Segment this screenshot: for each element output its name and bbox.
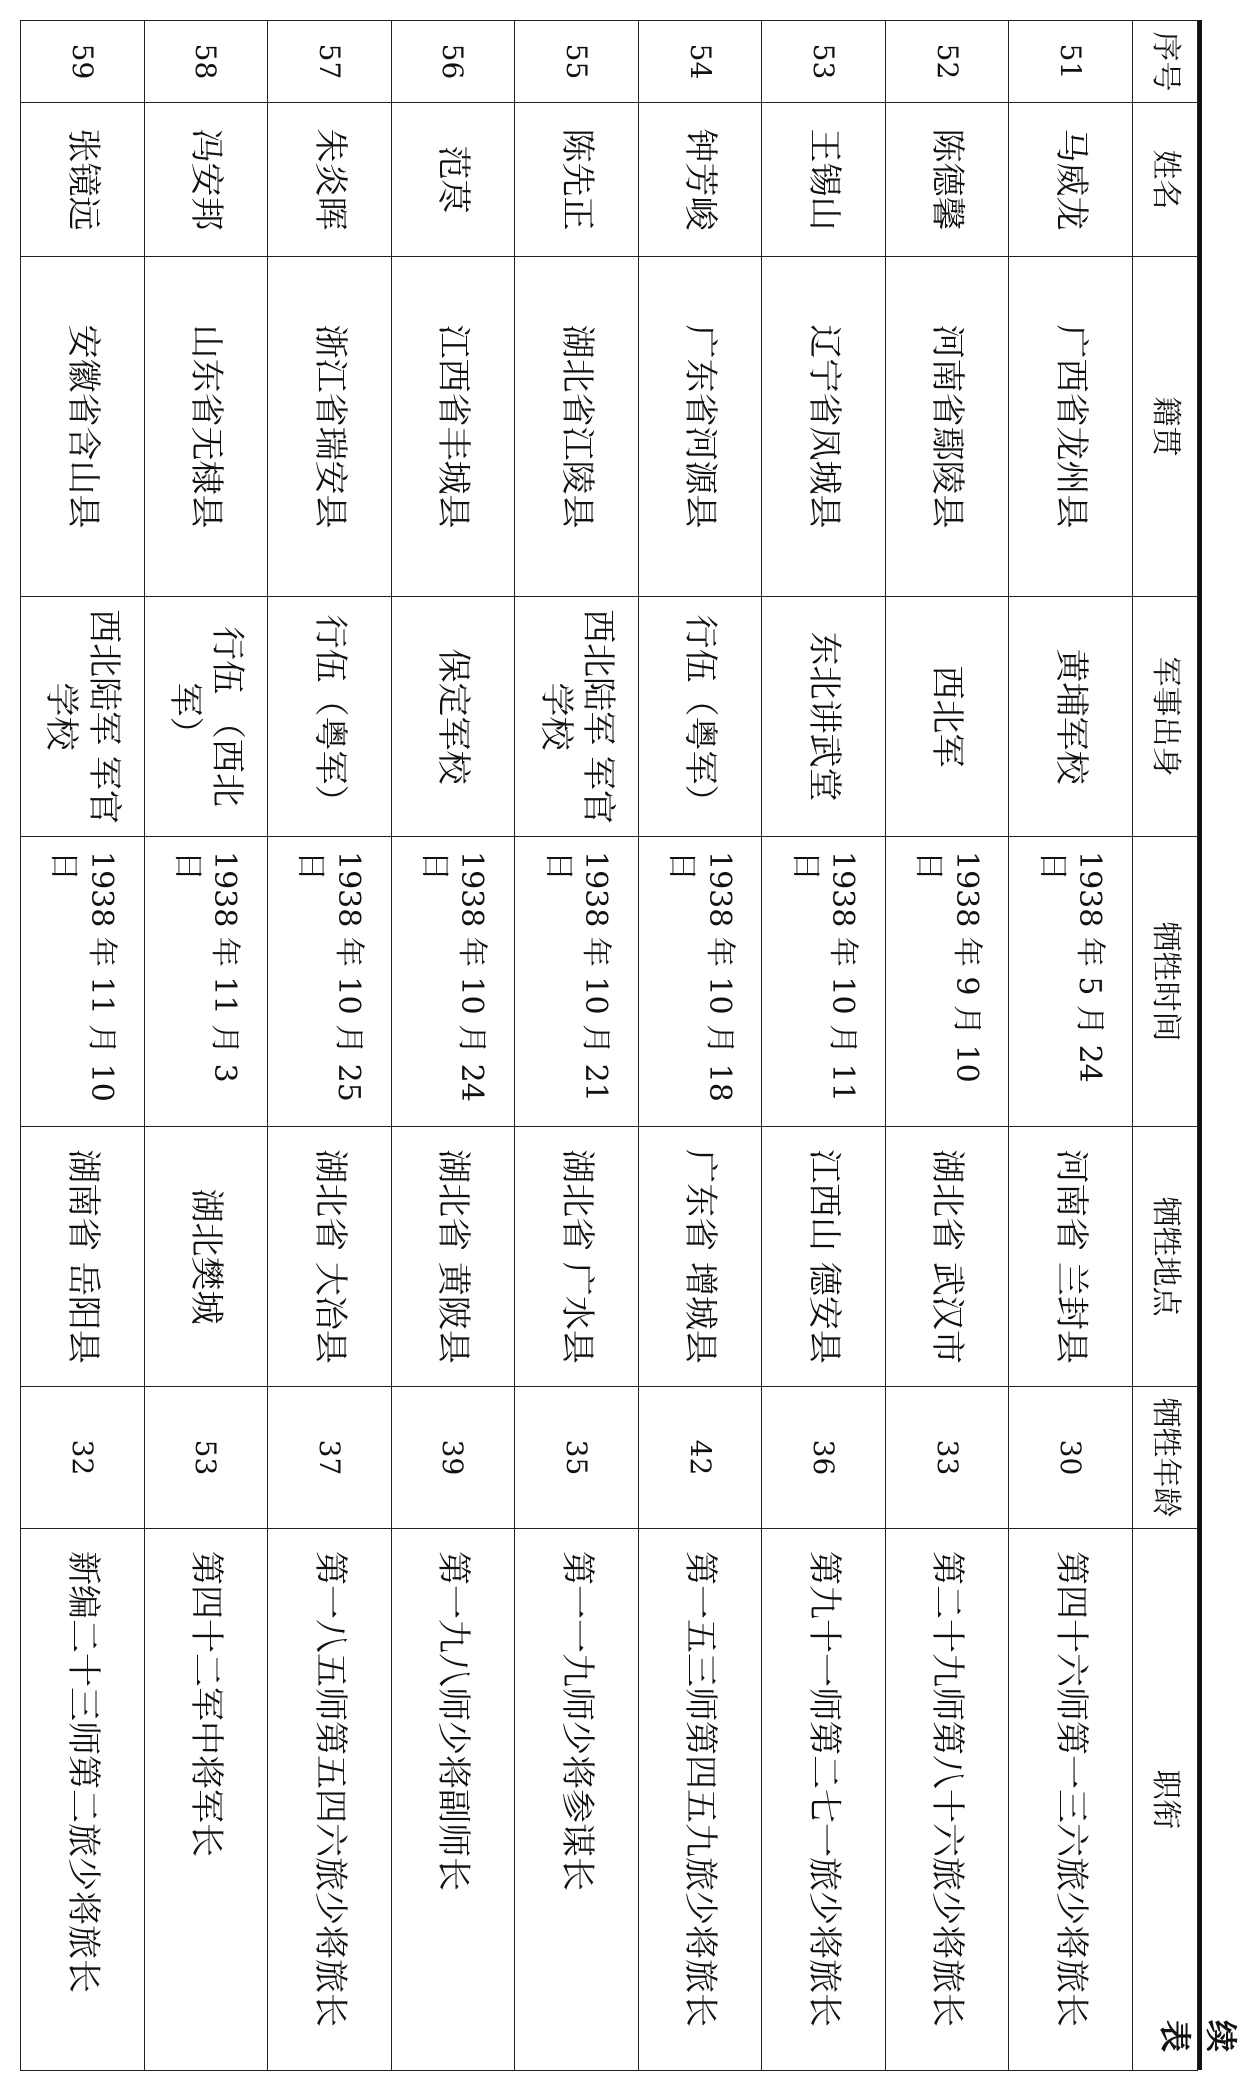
cell-age: 36 <box>762 1387 886 1529</box>
cell-date: 1938 年 10 月 25 日 <box>268 837 392 1127</box>
header-origin: 籍贯 <box>1133 257 1198 597</box>
table-row <box>515 21 639 2071</box>
cell-date: 1938 年 10 月 18 日 <box>638 837 762 1127</box>
cell-education: 西北陆军 军官学校 <box>21 597 145 837</box>
table-row <box>21 21 145 2071</box>
cell-rank: 第一九八师少将副师长 <box>391 1529 515 2071</box>
table-header-row <box>1133 21 1198 2071</box>
table-row <box>762 21 886 2071</box>
cell-origin: 浙江省瑞安县 <box>268 257 392 597</box>
cell-education: 行伍 （西北军） <box>144 597 268 837</box>
cell-date: 1938 年 9 月 10 日 <box>885 837 1009 1127</box>
cell-origin: 湖北省江陵县 <box>515 257 639 597</box>
cell-place: 河南省 兰封县 <box>1009 1127 1133 1387</box>
cell-age: 30 <box>1009 1387 1133 1529</box>
cell-name: 马威龙 <box>1009 103 1133 257</box>
cell-date: 1938 年 11 月 3 日 <box>144 837 268 1127</box>
cell-name: 陈德馨 <box>885 103 1009 257</box>
cell-origin: 安徽省含山县 <box>21 257 145 597</box>
cell-origin: 广东省河源县 <box>638 257 762 597</box>
cell-no: 52 <box>885 21 1009 103</box>
cell-rank: 第九十一师第二七一旅少将旅长 <box>762 1529 886 2071</box>
cell-education: 西北军 <box>885 597 1009 837</box>
cell-no: 53 <box>762 21 886 103</box>
header-date: 牺牲时间 <box>1133 837 1198 1127</box>
cell-name: 范荩 <box>391 103 515 257</box>
cell-origin: 辽宁省凤城县 <box>762 257 886 597</box>
cell-rank: 第一五三师第四五九旅少将旅长 <box>638 1529 762 2071</box>
header-no: 序号 <box>1133 21 1198 103</box>
cell-rank: 新编二十三师第二旅少将旅长 <box>21 1529 145 2071</box>
cell-education: 西北陆军 军官学校 <box>515 597 639 837</box>
cell-rank: 第二十九师第八十六旅少将旅长 <box>885 1529 1009 2071</box>
cell-no: 54 <box>638 21 762 103</box>
cell-no: 59 <box>21 21 145 103</box>
cell-origin: 广西省龙州县 <box>1009 257 1133 597</box>
table-row <box>391 21 515 2071</box>
cell-no: 55 <box>515 21 639 103</box>
cell-education: 黄埔军校 <box>1009 597 1133 837</box>
table-row <box>638 21 762 2071</box>
cell-age: 37 <box>268 1387 392 1529</box>
cell-age: 32 <box>21 1387 145 1529</box>
cell-place: 湖北樊城 <box>144 1127 268 1387</box>
cell-no: 56 <box>391 21 515 103</box>
cell-no: 57 <box>268 21 392 103</box>
cell-name: 朱炎晖 <box>268 103 392 257</box>
cell-place: 江西山 德安县 <box>762 1127 886 1387</box>
cell-name: 冯安邦 <box>144 103 268 257</box>
cell-education: 行伍（粤军） <box>268 597 392 837</box>
table-row <box>1009 21 1133 2071</box>
cell-place: 湖南省 岳阳县 <box>21 1127 145 1387</box>
cell-name: 陈先正 <box>515 103 639 257</box>
cell-age: 53 <box>144 1387 268 1529</box>
cell-origin: 河南省鄢陵县 <box>885 257 1009 597</box>
cell-rank: 第四十二军中将军长 <box>144 1529 268 2071</box>
cell-date: 1938 年 10 月 24 日 <box>391 837 515 1127</box>
header-rank: 职衔 <box>1133 1529 1198 2071</box>
header-name: 姓名 <box>1133 103 1198 257</box>
cell-rank: 第一一九师少将参谋长 <box>515 1529 639 2071</box>
table-row <box>268 21 392 2071</box>
cell-place: 广东省 增城县 <box>638 1127 762 1387</box>
cell-no: 58 <box>144 21 268 103</box>
martyrs-table <box>20 20 1198 2071</box>
cell-no: 51 <box>1009 21 1133 103</box>
cell-origin: 山东省无棣县 <box>144 257 268 597</box>
table-row <box>885 21 1009 2071</box>
header-education: 军事出身 <box>1133 597 1198 837</box>
cell-name: 王锡山 <box>762 103 886 257</box>
cell-name: 钟芳峻 <box>638 103 762 257</box>
header-age: 牺牲年龄 <box>1133 1387 1198 1529</box>
cell-date: 1938 年 5 月 24 日 <box>1009 837 1133 1127</box>
cell-place: 湖北省 黄陂县 <box>391 1127 515 1387</box>
cell-date: 1938 年 10 月 21 日 <box>515 837 639 1127</box>
cell-rank: 第四十六师第一三六旅少将旅长 <box>1009 1529 1133 2071</box>
cell-place: 湖北省 武汉市 <box>885 1127 1009 1387</box>
cell-age: 42 <box>638 1387 762 1529</box>
cell-date: 1938 年 10 月 11 日 <box>762 837 886 1127</box>
header-place: 牺牲地点 <box>1133 1127 1198 1387</box>
cell-origin: 江西省丰城县 <box>391 257 515 597</box>
cell-place: 湖北省 大冶县 <box>268 1127 392 1387</box>
cell-date: 1938 年 11 月 10 日 <box>21 837 145 1127</box>
cell-name: 张镜远 <box>21 103 145 257</box>
cell-place: 湖北省 广水县 <box>515 1127 639 1387</box>
cell-age: 39 <box>391 1387 515 1529</box>
top-rule <box>1198 20 1202 2070</box>
table-row <box>144 21 268 2071</box>
cell-education: 保定军校 <box>391 597 515 837</box>
continued-label: 续表 <box>1156 2020 1240 2054</box>
cell-education: 行伍（粤军） <box>638 597 762 837</box>
cell-education: 东北讲武堂 <box>762 597 886 837</box>
cell-age: 35 <box>515 1387 639 1529</box>
cell-age: 33 <box>885 1387 1009 1529</box>
cell-rank: 第一八五师第五四六旅少将旅长 <box>268 1529 392 2071</box>
